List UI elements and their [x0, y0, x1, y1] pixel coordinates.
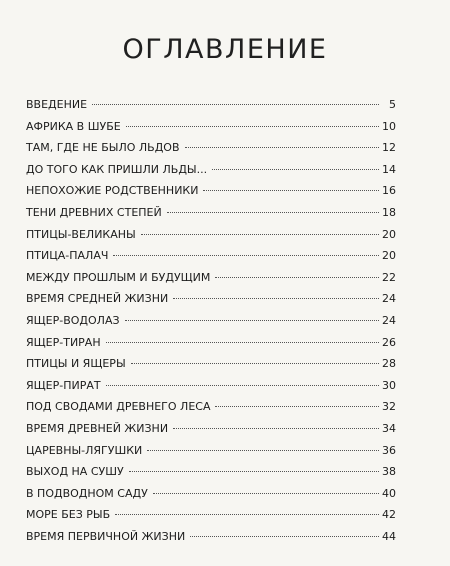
dot-leader	[125, 320, 379, 321]
toc-entry	[26, 375, 396, 397]
toc-entry-title: ПТИЦЫ И ЯЩЕРЫ	[26, 357, 126, 371]
dot-leader	[215, 406, 379, 407]
toc-entry	[26, 116, 396, 138]
toc-entry-page-number: 5	[389, 98, 396, 111]
toc-entry	[26, 418, 396, 440]
toc-entry-page-number: 14	[382, 162, 396, 176]
toc-entry-title: АФРИКА В ШУБЕ	[26, 119, 121, 133]
toc-entry-page-number: 16	[382, 184, 396, 198]
table-of-contents	[26, 94, 396, 547]
toc-entry-page-number: 34	[382, 421, 396, 435]
toc-entry	[26, 267, 396, 289]
toc-entry	[26, 483, 396, 505]
toc-entry-title: МОРЕ БЕЗ РЫБ	[26, 508, 111, 522]
toc-entry-page-number: 32	[382, 400, 396, 414]
toc-entry-title: ТЕНИ ДРЕВНИХ СТЕПЕЙ	[26, 205, 162, 219]
toc-entry	[26, 504, 396, 526]
dot-leader	[129, 471, 379, 472]
dot-leader	[106, 385, 379, 386]
toc-entry-page-number: 24	[382, 292, 396, 306]
toc-entry	[26, 245, 396, 267]
toc-entry	[26, 94, 396, 116]
dot-leader	[215, 277, 379, 278]
toc-entry-page-number: 40	[382, 486, 396, 500]
toc-entry	[26, 353, 396, 375]
dot-leader	[106, 342, 379, 343]
toc-entry-page-number: 38	[382, 465, 396, 479]
toc-entry-page-number: 36	[382, 443, 396, 457]
toc-entry-title: ПТИЦЫ-ВЕЛИКАНЫ	[26, 227, 136, 241]
toc-entry-title: ЯЩЕР-ВОДОЛАЗ	[26, 313, 120, 327]
dot-leader	[126, 126, 379, 127]
dot-leader	[131, 363, 379, 364]
dot-leader	[153, 493, 379, 494]
toc-entry	[26, 461, 396, 483]
toc-entry-title: ПТИЦА-ПАЛАЧ	[26, 249, 109, 263]
dot-leader	[141, 234, 379, 235]
toc-entry-title: НЕПОХОЖИЕ РОДСТВЕННИКИ	[26, 184, 199, 198]
dot-leader	[92, 104, 379, 105]
dot-leader	[173, 298, 379, 299]
toc-entry	[26, 288, 396, 310]
toc-entry-title: ПОД СВОДАМИ ДРЕВНЕГО ЛЕСА	[26, 400, 211, 414]
toc-entry-page-number: 26	[382, 335, 396, 349]
toc-entry	[26, 180, 396, 202]
toc-entry	[26, 310, 396, 332]
toc-entry-title: ТАМ, ГДЕ НЕ БЫЛО ЛЬДОВ	[26, 141, 180, 155]
toc-entry	[26, 440, 396, 462]
toc-entry-title: ЯЩЕР-ТИРАН	[26, 335, 101, 349]
toc-entry	[26, 137, 396, 159]
dot-leader	[185, 147, 380, 148]
toc-entry-page-number: 24	[382, 313, 396, 327]
toc-entry-page-number: 20	[382, 227, 396, 241]
dot-leader	[173, 428, 379, 429]
toc-entry-title: ВРЕМЯ ПЕРВИЧНОЙ ЖИЗНИ	[26, 529, 186, 543]
toc-entry-title: ЯЩЕР-ПИРАТ	[26, 378, 101, 392]
dot-leader	[190, 536, 379, 537]
dot-leader	[115, 514, 379, 515]
toc-entry-title: МЕЖДУ ПРОШЛЫМ И БУДУЩИМ	[26, 270, 211, 284]
toc-entry-page-number: 18	[382, 205, 396, 219]
toc-entry-title: ВРЕМЯ СРЕДНЕЙ ЖИЗНИ	[26, 292, 169, 306]
dot-leader	[147, 450, 379, 451]
toc-entry-page-number: 28	[382, 357, 396, 371]
toc-entry-title: ДО ТОГО КАК ПРИШЛИ ЛЬДЫ...	[26, 162, 208, 176]
dot-leader	[212, 169, 379, 170]
toc-entry	[26, 332, 396, 354]
toc-entry	[26, 202, 396, 224]
dot-leader	[203, 190, 379, 191]
toc-entry	[26, 396, 396, 418]
toc-entry	[26, 526, 396, 548]
toc-entry-page-number: 20	[382, 249, 396, 263]
toc-entry	[26, 159, 396, 181]
toc-entry-page-number: 42	[382, 508, 396, 522]
toc-entry-title: ВРЕМЯ ДРЕВНЕЙ ЖИЗНИ	[26, 421, 169, 435]
toc-entry	[26, 224, 396, 246]
dot-leader	[167, 212, 379, 213]
toc-entry-title: В ПОДВОДНОМ САДУ	[26, 486, 148, 500]
page-title: ОГЛАВЛЕНИЕ	[122, 34, 328, 65]
toc-entry-page-number: 12	[382, 141, 396, 155]
toc-entry-page-number: 44	[382, 529, 396, 543]
toc-entry-title: ВЫХОД НА СУШУ	[26, 465, 124, 479]
toc-entry-page-number: 10	[382, 119, 396, 133]
toc-entry-page-number: 22	[382, 270, 396, 284]
toc-entry-title: ВВЕДЕНИЕ	[26, 98, 88, 111]
toc-entry-title: ЦАРЕВНЫ-ЛЯГУШКИ	[26, 443, 143, 457]
dot-leader	[113, 255, 379, 256]
toc-entry-page-number: 30	[382, 378, 396, 392]
